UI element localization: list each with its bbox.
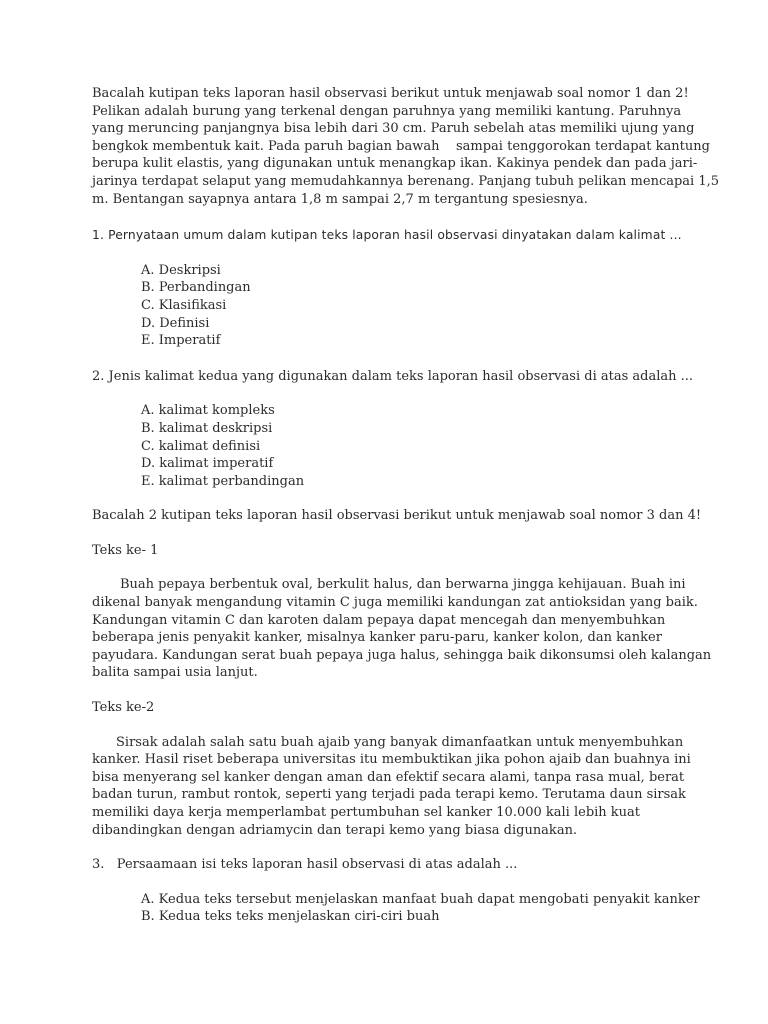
- option-d: D. kalimat imperatif: [141, 456, 274, 472]
- text-2-line: kanker. Hasil riset beberapa universitas itu membuktikan jika pohon ajaib dan buahnya ini: [92, 752, 691, 768]
- text-1-paragraph: [92, 576, 712, 682]
- document-page: [92, 85, 720, 926]
- question-1-options: [141, 262, 692, 350]
- option-b: B. Kedua teks teks menjelaskan ciri-ciri buah: [141, 909, 440, 925]
- text-1-line: balita sampai usia lanjut.: [92, 665, 258, 681]
- option-d: D. Definisi: [141, 315, 210, 331]
- instruction-2: Bacalah 2 kutipan teks laporan hasil observasi berikut untuk menjawab soal nomor 3 dan 4!: [92, 508, 702, 524]
- text-1-line: Buah pepaya berbentuk oval, berkulit halus, dan berwarna jingga kehijauan. Buah ini: [120, 577, 686, 593]
- option-a: A. kalimat kompleks: [141, 403, 275, 419]
- option-b: B. Perbandingan: [141, 280, 251, 296]
- text-2-heading: Teks ke-2: [92, 700, 155, 716]
- text-2-line: badan turun, rambut rontok, seperti yang terjadi pada terapi kemo. Terutama daun sirsak: [92, 787, 686, 803]
- text-2-line: memiliki daya kerja memperlambat pertumbuhan sel kanker 10.000 kali lebih kuat: [92, 805, 641, 820]
- option-e: E. kalimat perbandingan: [141, 473, 305, 489]
- option-c: C. kalimat definisi: [141, 438, 261, 454]
- option-a: A. Deskripsi: [141, 262, 221, 278]
- text-2-line: Sirsak adalah salah satu buah ajaib yang banyak dimanfaatkan untuk menyembuhkan: [116, 734, 684, 750]
- text-1-line: Kandungan vitamin C dan karoten dalam pepaya dapat mencegah dan menyembuhkan: [92, 612, 666, 628]
- question-3-text: 3. Persaamaan isi teks laporan hasil observasi di atas adalah ...: [92, 857, 518, 873]
- intro-line: berupa kulit elastis, yang digunakan untuk menangkap ikan. Kakinya pendek dan pada jari-: [92, 156, 698, 172]
- question-1-text: 1. Pernyataan umum dalam kutipan teks laporan hasil observasi dinyatakan dalam kalimat ...: [92, 228, 682, 243]
- intro-line: Pelikan adalah burung yang terkenal dengan paruhnya yang memiliki kantung. Paruhnya: [92, 103, 682, 119]
- option-a: A. Kedua teks tersebut menjelaskan manfaat buah dapat mengobati penyakit kanker: [141, 891, 700, 907]
- option-c: C. Klasifikasi: [141, 297, 227, 313]
- intro-line: bengkok membentuk kait. Pada paruh bagian bawah sampai tenggorokan terdapat kantung: [92, 138, 710, 154]
- text-2-paragraph: [92, 734, 692, 840]
- intro-line: Bacalah kutipan teks laporan hasil observasi berikut untuk menjawab soal nomor 1 dan 2!: [92, 86, 689, 101]
- question-2-options: [141, 402, 692, 490]
- question-3-options: [141, 891, 700, 926]
- text-2-line: bisa menyerang sel kanker dengan aman dan efektif secara alami, tanpa rasa mual, berat: [92, 769, 685, 785]
- intro-line: yang meruncing panjangnya bisa lebih dari 30 cm. Paruh sebelah atas memiliki ujung yang: [92, 121, 695, 137]
- intro-line: m. Bentangan sayapnya antara 1,8 m sampai 2,7 m tergantung spesiesnya.: [92, 191, 588, 207]
- option-e: E. Imperatif: [141, 333, 221, 349]
- text-1-line: dikenal banyak mengandung vitamin C juga memiliki kandungan zat antioksidan yang baik.: [92, 595, 698, 611]
- text-2-line: dibandingkan dengan adriamycin dan terapi kemo yang biasa digunakan.: [92, 822, 578, 838]
- question-2-text: 2. Jenis kalimat kedua yang digunakan dalam teks laporan hasil observasi di atas adalah ...: [92, 368, 694, 384]
- option-b: B. kalimat deskripsi: [141, 420, 273, 436]
- text-1-line: payudara. Kandungan serat buah pepaya juga halus, sehingga baik dikonsumsi oleh kalangan: [92, 647, 712, 663]
- text-1-line: beberapa jenis penyakit kanker, misalnya kanker paru-paru, kanker kolon, dan kanker: [92, 630, 662, 646]
- text-1-heading: Teks ke- 1: [92, 542, 159, 558]
- intro-paragraph: [92, 85, 720, 208]
- intro-line: jarinya terdapat selaput yang memudahkannya berenang. Panjang tubuh pelikan mencapai 1,5: [92, 173, 720, 189]
